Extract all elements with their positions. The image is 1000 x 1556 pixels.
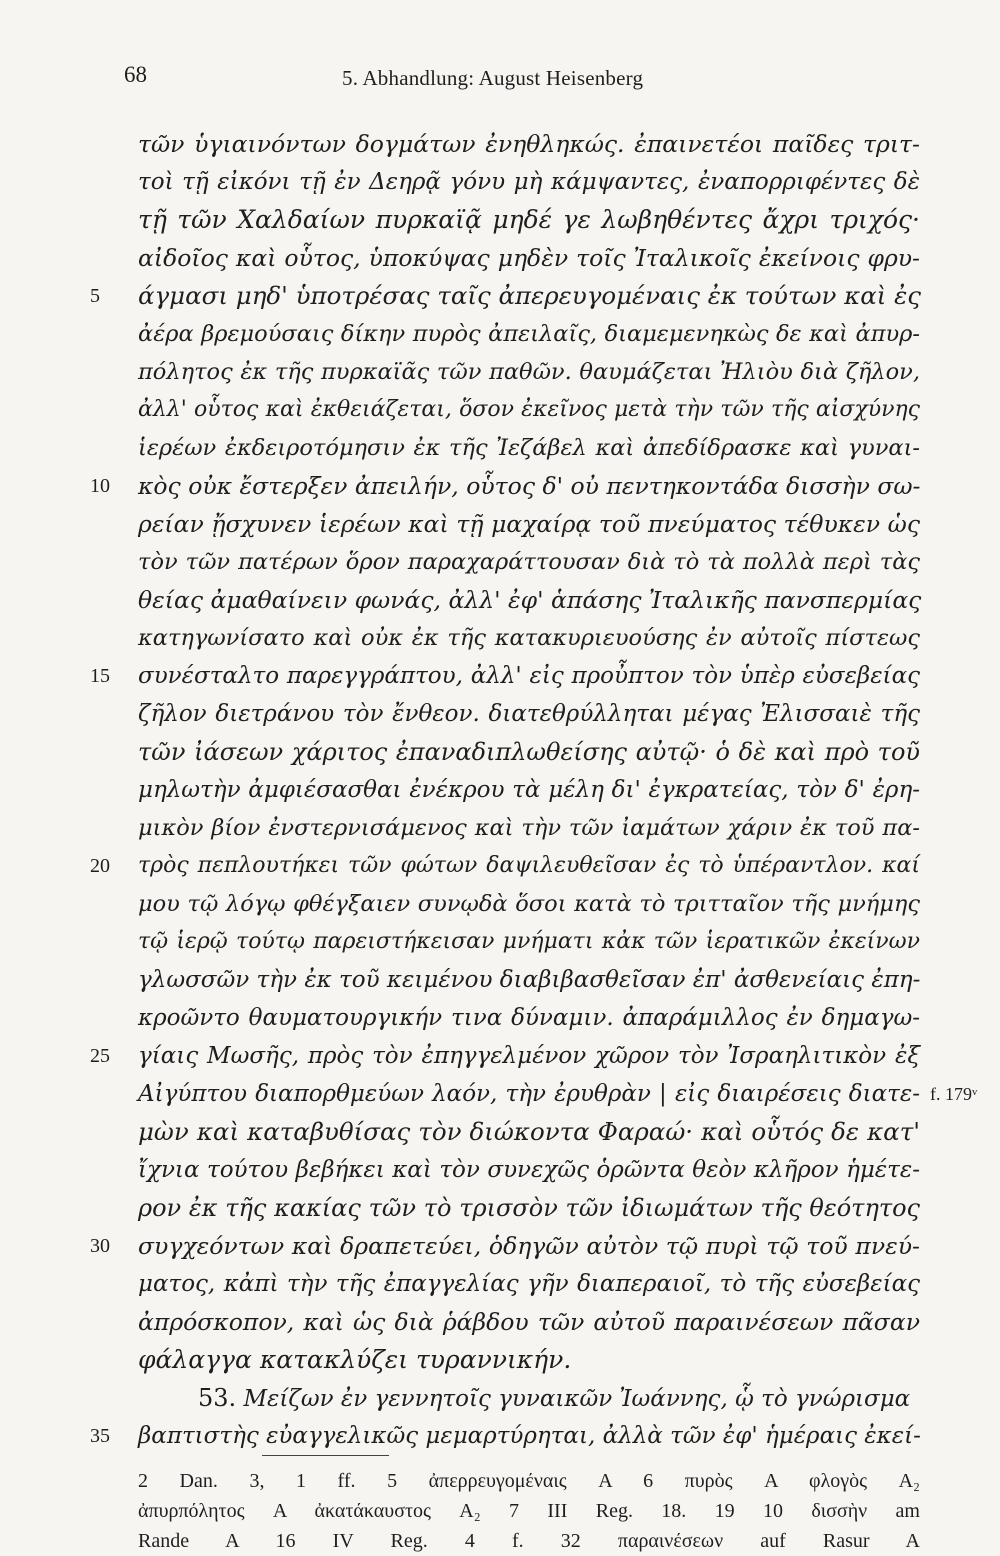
line-number: 20 bbox=[90, 855, 110, 877]
text-line: τρὸς πεπλουτήκει τῶν φώτων δαψιλευθεῖσαν ἐς τὸ ὑπέραντλον. καί bbox=[138, 853, 920, 878]
text-line: συγχεόντων καὶ δραπετεύει, ὁδηγῶν αὐτὸν τῷ πυρὶ τῷ τοῦ πνεύ- bbox=[138, 1232, 920, 1260]
text-line: γίαις Μωσῆς, πρὸς τὸν ἐπηγγελμένον χῶρον τὸν Ἰσραηλιτικὸν ἐξ bbox=[138, 1043, 920, 1069]
text-line: Αἰγύπτου διαπορθμεύων λαόν, τὴν ἐρυθρὰν | εἰς διαιρέσεις διατε- bbox=[138, 1081, 920, 1107]
text-line: κατηγωνίσατο καὶ οὐκ ἐκ τῆς κατακυριευούσης ἐν αὐτοῖς πίστεως bbox=[138, 625, 920, 651]
footnote-line: ἀπυρπόλητος A ἀκατάκαυστος A₂ 7 III Reg. 18. 19 10 δισσὴν am bbox=[138, 1500, 920, 1522]
text-line: ἴχνια τούτου βεβήκει καὶ τὸν συνεχῶς ὁρῶντα θεὸν κλῆρον ἡμέτε- bbox=[138, 1157, 920, 1183]
footnote-line: Rande A 16 IV Reg. 4 f. 32 παραινέσεων auf Rasur A bbox=[138, 1530, 920, 1552]
text-line: τοὶ τῇ εἰκόνι τῇ ἐν Δεηρᾷ γόνυ μὴ κάμψαντες, ἐναπορριφέντες δὲ bbox=[138, 169, 920, 195]
text-line: άγμασι μηδ' ὑποτρέσας ταῖς ἀπερευγομέναις ἐκ τούτων καὶ ἐς bbox=[138, 281, 922, 310]
page-number: 68 bbox=[124, 62, 147, 87]
line-number: 5 bbox=[90, 285, 100, 307]
footnote-line: 2 Dan. 3, 1 ff. 5 ἀπερρευγομέναις A 6 πυρὸς A φλογὸς A₂ bbox=[138, 1470, 920, 1492]
line-number: 30 bbox=[90, 1235, 110, 1257]
text-line: τῷ ἱερῷ τούτῳ παρειστήκεισαν μνήματι κἀκ τῶν ἱερατικῶν ἐκείνων bbox=[138, 929, 920, 954]
text-line: μικὸν βίον ἐνστερνισάμενος καὶ τὴν τῶν ἰαμάτων χάριν ἐκ τοῦ πα- bbox=[138, 815, 920, 841]
line-number: 10 bbox=[90, 475, 110, 497]
text-line: ἀλλ' οὗτος καὶ ἐκθειάζεται, ὅσον ἐκεῖνος μετὰ τὴν τῶν τῆς αἰσχύνης bbox=[138, 397, 920, 422]
text-line: μὼν καὶ καταβυθίσας τὸν διώκοντα Φαραώ· καὶ οὗτός δε κατ' bbox=[138, 1117, 920, 1146]
section-text: Μείζων ἐν γεννητοῖς γυναικῶν Ἰωάννης, ᾧ τὸ γνώρισμα bbox=[243, 1386, 911, 1412]
text-line: ἀπρόσκοπον, καὶ ὡς διὰ ῥάβδου τῶν αὐτοῦ παραινέσεων πᾶσαν bbox=[138, 1308, 920, 1336]
running-title: 5. Abhandlung: August Heisenberg bbox=[342, 66, 644, 90]
line-number: 35 bbox=[90, 1425, 110, 1447]
text-line: θείας ἀμαθαίνειν φωνάς, ἀλλ' ἐφ' ἁπάσης Ἰταλικῆς πανσπερμίας bbox=[138, 586, 922, 614]
text-line: ζῆλον διετράνου τὸν ἔνθεον. διατεθρύλληται μέγας Ἐλισσαιὲ τῆς bbox=[138, 701, 920, 727]
text-line: πόλητος ἐκ τῆς πυρκαϊᾶς τῶν παθῶν. θαυμάζεται Ἠλιὸυ διὰ ζῆλον, bbox=[138, 359, 920, 385]
text-line: ἀέρα βρεμούσαις δίκην πυρὸς ἀπειλαῖς, διαμεμενηκὼς δε καὶ ἀπυρ- bbox=[138, 321, 920, 347]
text-line: τῶν ἰάσεων χάριτος ἐπαναδιπλωθείσης αὐτῷ· ὁ δὲ καὶ πρὸ τοῦ bbox=[138, 738, 920, 766]
text-line: βαπτιστὴς εὐαγγελικῶς μεμαρτύρηται, ἀλλὰ τῶν ἐφ' ἡμέραις ἐκεί- bbox=[138, 1423, 921, 1449]
text-line: γλωσσῶν τὴν ἐκ τοῦ κειμένου διαβιβασθεῖσαν ἐπ' ἀσθενείαις ἐπη- bbox=[138, 967, 921, 993]
text-line: κροῶντο θαυματουργικήν τινα δύναμιν. ἀπαράμιλλος ἐν δημαγω- bbox=[138, 1005, 920, 1031]
footnote-rule bbox=[262, 1455, 389, 1456]
text-line: τῇ τῶν Χαλδαίων πυρκαϊᾷ μηδέ γε λωβηθέντες ἄχρι τριχός· bbox=[138, 205, 920, 234]
text-line: φάλαγγα κατακλύζει τυραννικήν. bbox=[138, 1345, 572, 1374]
text-line: μου τῷ λόγῳ φθέγξαιεν συνῳδὰ ὅσοι κατὰ τὸ τριτταῖον τῆς μνήμης bbox=[138, 891, 920, 917]
text-line: ἱερέων ἐκδειροτόμησιν ἐκ τῆς Ἰεζάβελ καὶ ἀπεδίδρασκε καὶ γυναι- bbox=[138, 435, 920, 461]
margin-folio-note: f. 179ᵛ bbox=[930, 1084, 978, 1104]
text-line: τῶν ὑγιαινόντων δογμάτων ἐνηθληκώς. ἐπαινετέοι παῖδες τριτ- bbox=[138, 130, 920, 158]
text-line: μηλωτὴν ἀμφιέσασθαι ἐνέκρου τὰ μέλη δι' ἐγκρατείας, τὸν δ' ἐρη- bbox=[138, 777, 920, 803]
line-number: 25 bbox=[90, 1045, 110, 1067]
text-line: ρον ἐκ τῆς κακίας τῶν τὸ τρισσὸν τῶν ἰδιωμάτων τῆς θεότητος bbox=[138, 1194, 920, 1222]
line-number: 15 bbox=[90, 665, 110, 687]
text-line: συνέσταλτο παρεγγράπτου, ἀλλ' εἰς προὖπτον τὸν ὑπὲρ εὐσεβείας bbox=[138, 663, 920, 689]
text-line: ματος, κἀπὶ τὴν τῆς ἐπαγγελίας γῆν διαπεραιοῖ, τὸ τῆς εὐσεβείας bbox=[138, 1271, 920, 1297]
text-line: τὸν τῶν πατέρων ὅρον παραχαράττουσαν διὰ τὸ τὰ πολλὰ περὶ τὰς bbox=[138, 549, 920, 575]
text-line: ρείαν ᾔσχυνεν ἱερέων καὶ τῇ μαχαίρᾳ τοῦ πνεύματος τέθυκεν ὡς bbox=[138, 510, 920, 538]
section-first-line bbox=[138, 1379, 920, 1418]
text-line: αἰδοῖος καὶ οὗτος, ὑποκύψας μηδὲν τοῖς Ἰταλικοῖς ἐκείνοις φρυ- bbox=[138, 244, 920, 272]
section-number: 53. bbox=[198, 1384, 237, 1412]
text-line: κὸς οὐκ ἔστερξεν ἀπειλήν, οὗτος δ' οὐ πεντηκοντάδα δισσὴν σω- bbox=[138, 472, 921, 500]
